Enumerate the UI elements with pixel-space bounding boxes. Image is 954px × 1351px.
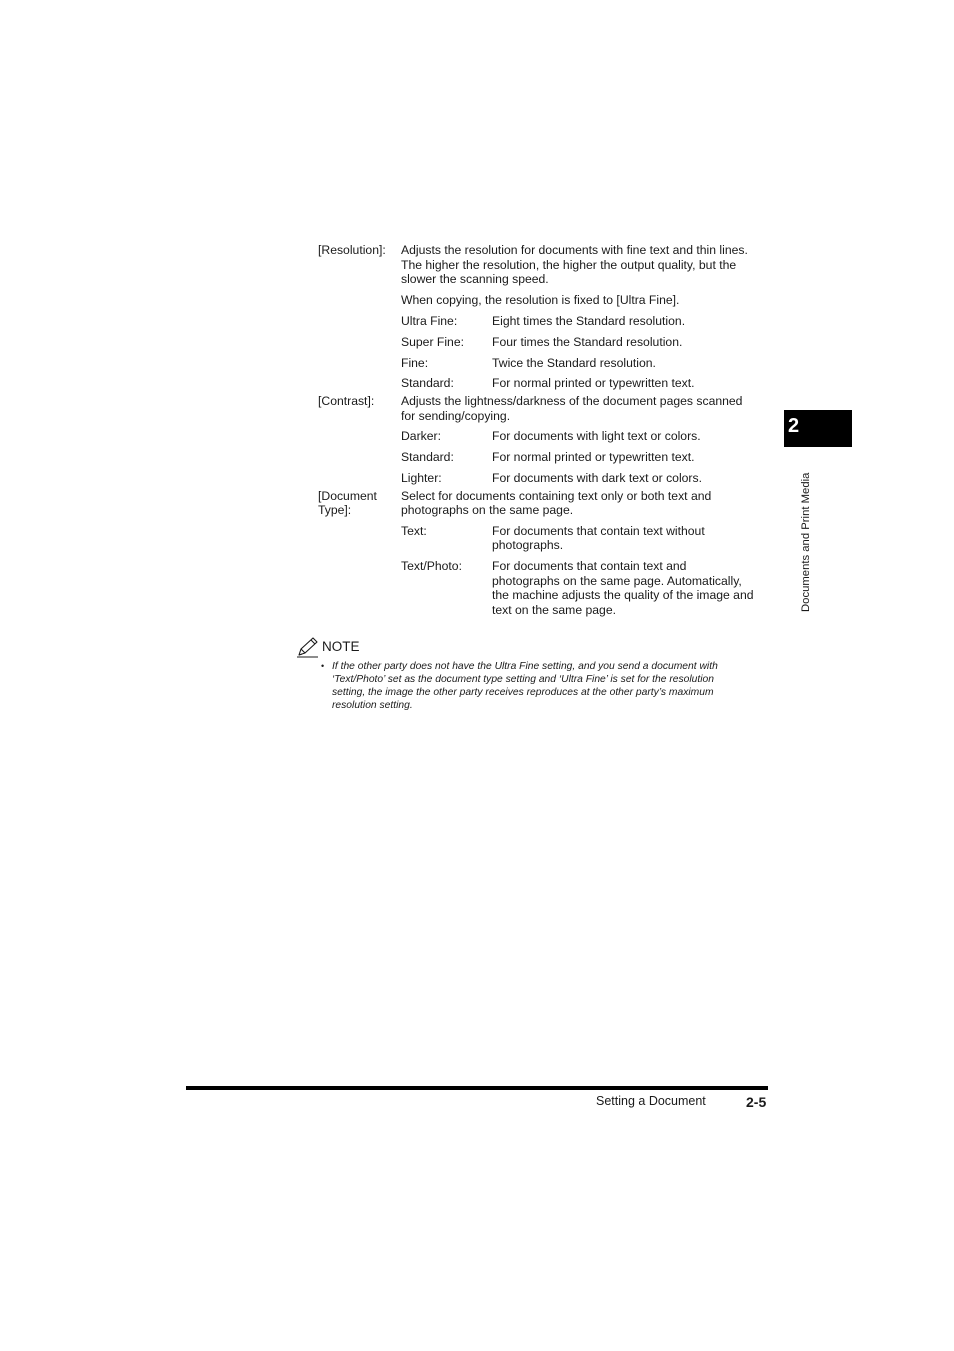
pencil-icon (296, 636, 320, 658)
option-desc: For normal printed or typewritten text. (492, 376, 695, 390)
option-desc: Eight times the Standard resolution. (492, 314, 686, 328)
option-name: Ultra Fine: (401, 314, 458, 328)
option-desc: Twice the Standard resolution. (492, 356, 656, 370)
option-desc: For documents with light text or colors. (492, 429, 701, 443)
footer-rule (186, 1086, 768, 1090)
resolution-desc-line: slower the scanning speed. (401, 272, 549, 286)
option-desc: text on the same page. (492, 603, 616, 617)
chapter-side-label: Documents and Print Media (800, 472, 812, 612)
contrast-label: [Contrast]: (318, 394, 375, 408)
note-text-line: ‘Text/Photo’ set as the document type setting and ‘Ultra Fine’ is set for the resolution (332, 674, 714, 685)
note-text-line: If the other party does not have the Ultra Fine setting, and you send a document with (332, 661, 718, 672)
contrast-desc-line: Adjusts the lightness/darkness of the document pages scanned (401, 394, 743, 408)
option-desc: the machine adjusts the quality of the image and (492, 588, 754, 602)
option-name: Standard: (401, 450, 454, 464)
option-desc: For documents that contain text and (492, 559, 687, 573)
resolution-label: [Resolution]: (318, 243, 386, 257)
resolution-desc-line: Adjusts the resolution for documents with fine text and thin lines. (401, 243, 748, 257)
footer-section-title: Setting a Document (596, 1094, 706, 1108)
resolution-copy-note: When copying, the resolution is fixed to [Ultra Fine]. (401, 293, 680, 307)
option-name: Fine: (401, 356, 429, 370)
document-type-desc-line: Select for documents containing text only or both text and (401, 489, 712, 503)
contrast-desc-line: for sending/copying. (401, 409, 511, 423)
option-name: Darker: (401, 429, 441, 443)
option-desc: For documents that contain text without (492, 524, 705, 538)
option-name: Text/Photo: (401, 559, 462, 573)
option-desc: photographs. (492, 538, 564, 552)
option-desc: For documents with dark text or colors. (492, 471, 702, 485)
note-heading: NOTE (322, 639, 360, 654)
note-text-line: setting, the image the other party receives reproduces at the other party’s maximum (332, 687, 714, 698)
option-name: Super Fine: (401, 335, 465, 349)
document-type-label: [Document (318, 489, 377, 503)
chapter-number: 2 (788, 415, 800, 437)
resolution-desc-line: The higher the resolution, the higher the output quality, but the (401, 258, 737, 272)
document-type-label: Type]: (318, 503, 352, 517)
page-number: 2-5 (746, 1094, 767, 1110)
note-text-line: resolution setting. (332, 700, 413, 711)
option-name: Standard: (401, 376, 454, 390)
option-name: Lighter: (401, 471, 442, 485)
option-desc: photographs on the same page. Automatically, (492, 574, 742, 588)
note-bullet: • (321, 661, 325, 671)
option-name: Text: (401, 524, 427, 538)
document-type-desc-line: photographs on the same page. (401, 503, 574, 517)
option-desc: Four times the Standard resolution. (492, 335, 683, 349)
option-desc: For normal printed or typewritten text. (492, 450, 695, 464)
